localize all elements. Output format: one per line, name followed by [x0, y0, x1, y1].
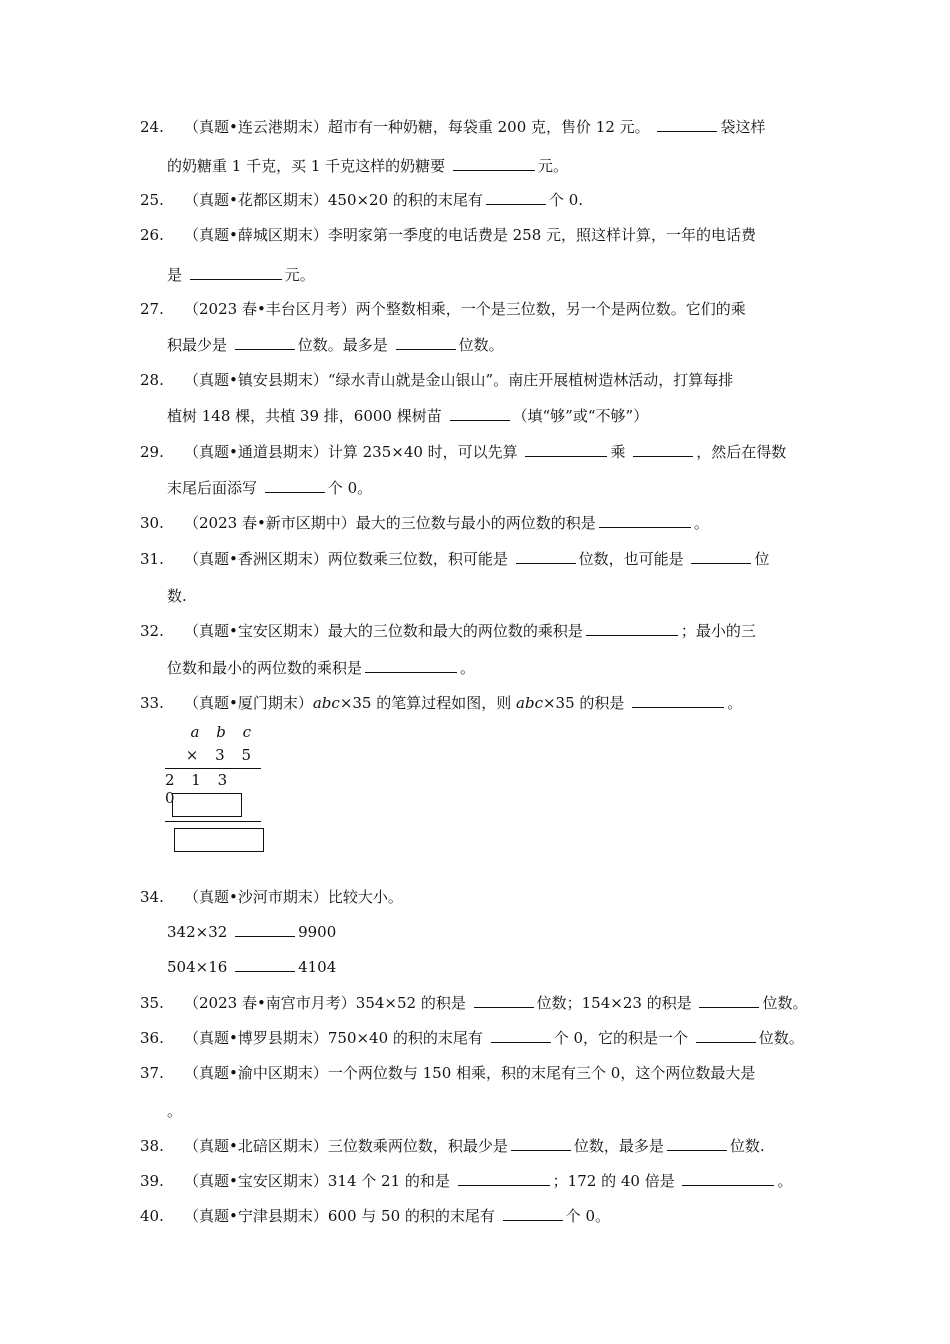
question-26: 26. （真题•薛城区期末）李明家第一季度的电话费是 258 元，照这样计算，一年的电话费: [140, 226, 757, 244]
answer-blank[interactable]: [486, 188, 546, 205]
answer-blank[interactable]: [682, 1169, 774, 1186]
question-27-cont: 积最少是 位数。最多是 位数。: [167, 328, 504, 362]
answer-blank[interactable]: [450, 404, 510, 421]
question-40: 40. （真题•宁津县期末）600 与 50 的积的末尾有 个 0。: [140, 1199, 820, 1233]
question-37: 37. （真题•渝中区期末）一个两位数与 150 相乘，积的末尾有三个 0，这个两位数最大是: [140, 1064, 756, 1082]
question-28-cont: 植树 148 棵，共植 39 排，6000 棵树苗 （填“够”或“不够”）: [167, 399, 648, 433]
question-29: 29. （真题•通道县期末）计算 235×40 时，可以先算 乘 ，然后在得数: [140, 435, 820, 469]
answer-blank[interactable]: [265, 476, 325, 493]
answer-blank[interactable]: [691, 547, 751, 564]
answer-blank[interactable]: [699, 991, 759, 1008]
question-31: 31. （真题•香洲区期末）两位数乘三位数，积可能是 位数，也可能是 位: [140, 542, 820, 576]
partial-product: 2 1 3 0: [165, 771, 234, 807]
question-39: 39. （真题•宝安区期末）314 个 21 的和是 ；172 的 40 倍是 。: [140, 1164, 820, 1198]
compare-blank[interactable]: [235, 920, 295, 937]
answer-blank[interactable]: [190, 263, 282, 280]
answer-blank[interactable]: [511, 1134, 571, 1151]
question-34-row2: 504×16 4104: [167, 950, 336, 984]
question-28: 28. （真题•镇安县期末）“绿水青山就是金山银山”。南庄开展植树造林活动，打算每排: [140, 371, 734, 389]
question-32: 32. （真题•宝安区期末）最大的三位数和最大的两位数的乘积是 ；最小的三: [140, 614, 820, 648]
answer-blank[interactable]: [365, 656, 457, 673]
question-30: 30. （2023 春•新市区期中）最大的三位数与最小的两位数的积是 。: [140, 506, 820, 540]
question-33: 33. （真题•厦门期末）abc×35 的笔算过程如图，则 abc×35 的积是 。: [140, 686, 820, 720]
question-25: 25. （真题•花都区期末）450×20 的积的末尾有 个 0.: [140, 183, 820, 217]
answer-blank[interactable]: [633, 440, 693, 457]
compare-blank[interactable]: [235, 955, 295, 972]
question-24: 24. （真题•连云港期末）超市有一种奶糖，每袋重 200 克，售价 12 元。 袋这样: [140, 110, 820, 144]
answer-blank[interactable]: [516, 547, 576, 564]
answer-blank[interactable]: [458, 1169, 550, 1186]
answer-blank[interactable]: [632, 691, 724, 708]
vertical-multiplication-figure: [165, 720, 265, 860]
question-27: 27. （2023 春•丰台区月考）两个整数相乘，一个是三位数，另一个是两位数。它们的乘: [140, 300, 746, 318]
answer-blank[interactable]: [474, 991, 534, 1008]
question-34: 34. （真题•沙河市期末）比较大小。: [140, 888, 403, 906]
question-35: 35. （2023 春•南宫市月考）354×52 的积是 位数；154×23 的积是 位数。: [140, 986, 820, 1020]
question-26-cont: 是 元。: [167, 258, 315, 292]
question-38: 38. （真题•北碚区期末）三位数乘两位数，积最少是 位数，最多是 位数.: [140, 1129, 820, 1163]
answer-blank[interactable]: [396, 333, 456, 350]
divider-line: [165, 821, 261, 822]
question-31-cont: 数.: [167, 587, 187, 605]
answer-blank[interactable]: [586, 619, 678, 636]
partial-product-box[interactable]: [172, 793, 242, 817]
multiplicand: a b c: [190, 723, 257, 741]
answer-blank[interactable]: [667, 1134, 727, 1151]
answer-blank[interactable]: [491, 1026, 551, 1043]
question-29-cont: 末尾后面添写 个 0。: [167, 471, 372, 505]
answer-blank[interactable]: [696, 1026, 756, 1043]
multiplier: × 3 5: [185, 746, 257, 764]
answer-blank[interactable]: [657, 115, 717, 132]
answer-blank[interactable]: [525, 440, 607, 457]
question-34-row1: 342×32 9900: [167, 915, 336, 949]
answer-blank[interactable]: [453, 154, 535, 171]
divider-line: [165, 768, 261, 769]
question-32-cont: 位数和最小的两位数的乘积是 。: [167, 651, 475, 685]
question-37-cont: 。: [167, 1102, 183, 1120]
product-box[interactable]: [174, 828, 264, 852]
question-24-cont: 的奶糖重 1 千克，买 1 千克这样的奶糖要 元。: [167, 149, 568, 183]
question-36: 36. （真题•博罗县期末）750×40 的积的末尾有 个 0，它的积是一个 位数。: [140, 1021, 820, 1055]
answer-blank[interactable]: [503, 1204, 563, 1221]
answer-blank[interactable]: [599, 511, 691, 528]
answer-blank[interactable]: [235, 333, 295, 350]
